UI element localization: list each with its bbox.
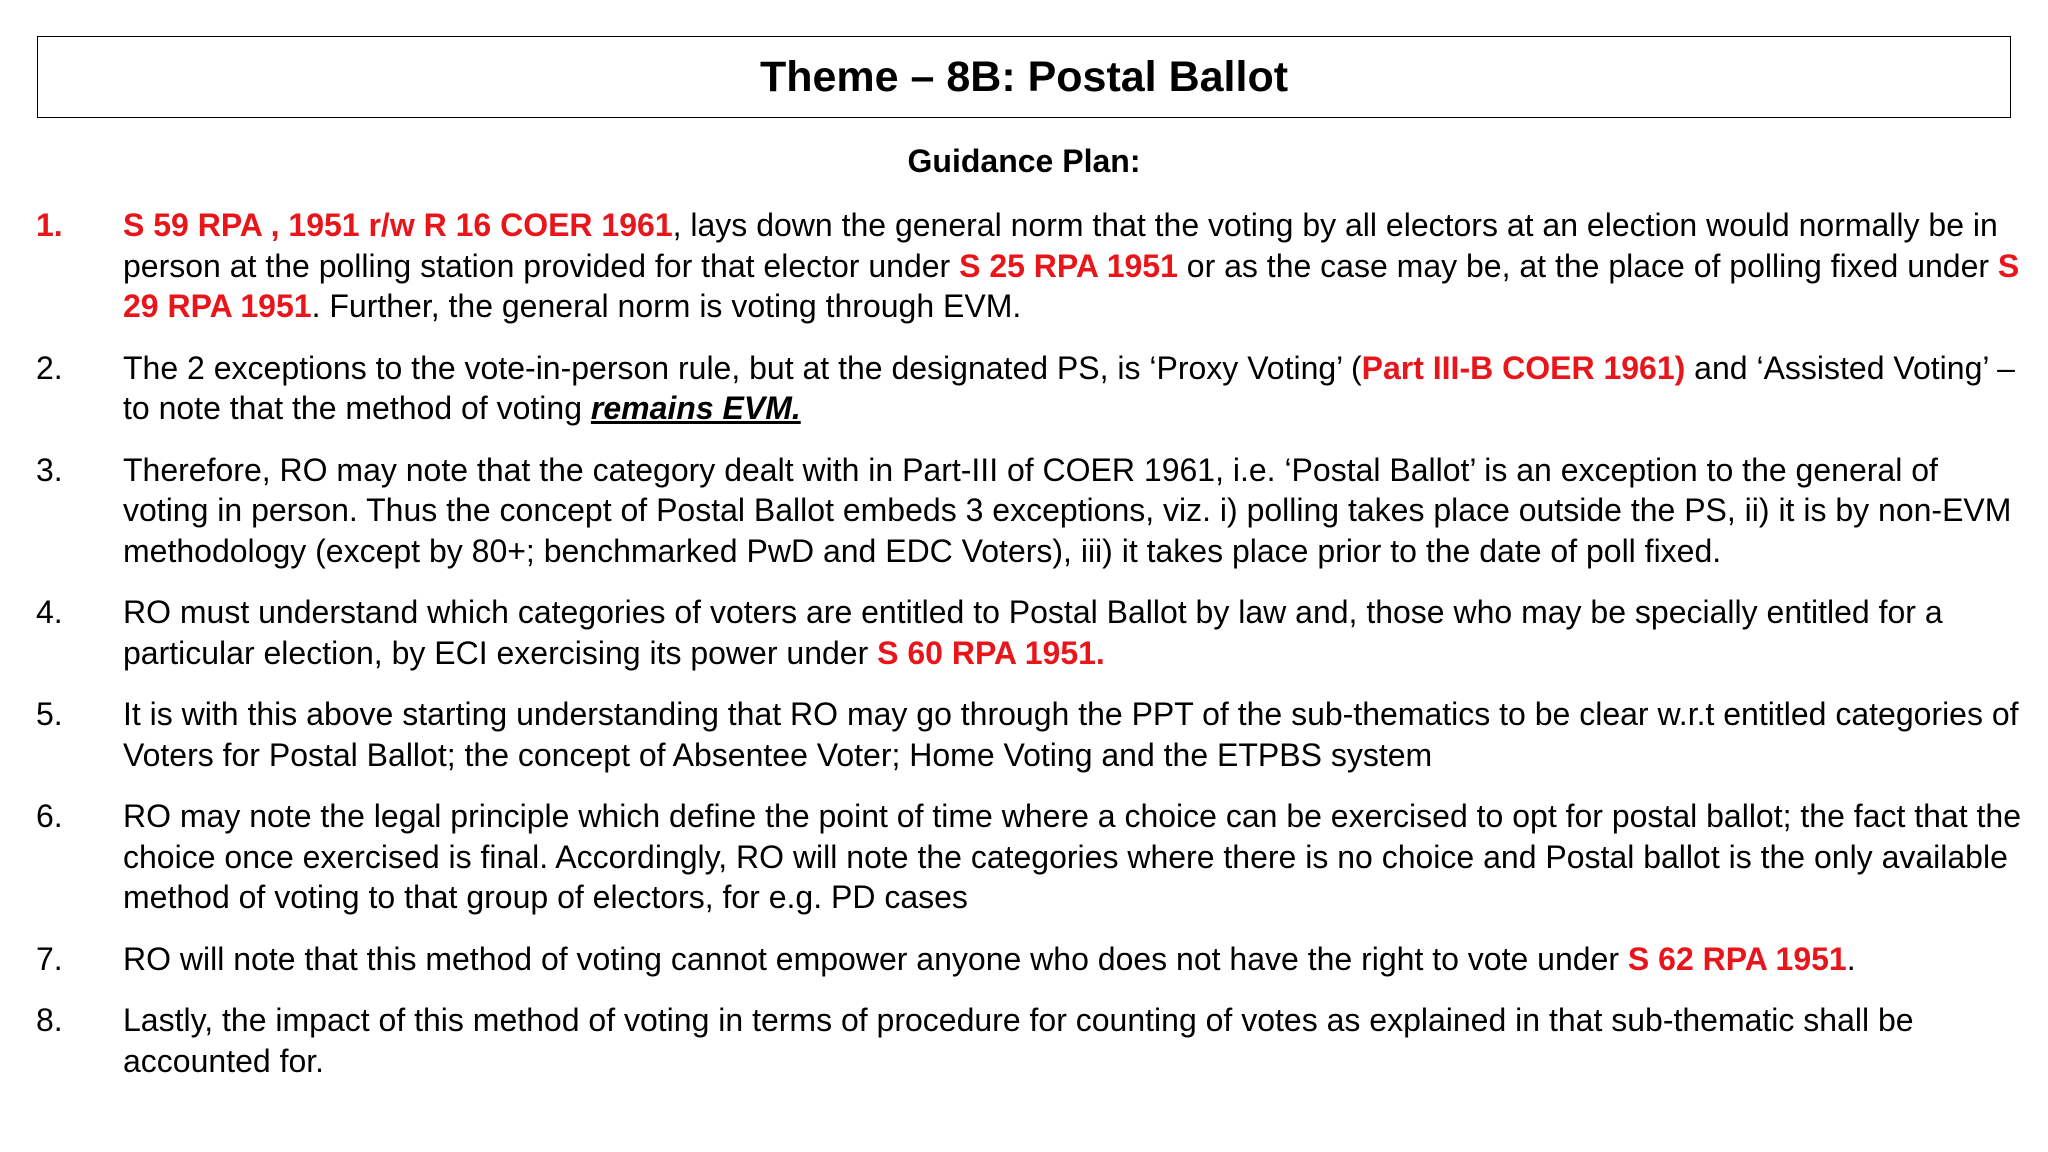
- list-item-4: [36, 592, 2026, 673]
- guidance-list: [36, 205, 2026, 1102]
- page-title: Theme – 8B: Postal Ballot: [759, 52, 1289, 101]
- item-text: RO will note that this method of voting cannot empower anyone who does not have the right to vote under: [123, 940, 1628, 977]
- list-item-2: [36, 348, 2026, 429]
- legal-reference: S 62 RPA 1951: [1627, 940, 1847, 977]
- item-number: 5.: [36, 696, 63, 732]
- item-text: and ‘Assisted Voting’ – to note that the method of voting: [123, 349, 2015, 426]
- item-text: , lays down the general norm that the voting by all electors at an election would normally be in person at the polling station provided for that elector under: [123, 207, 1998, 284]
- legal-reference: Part III-B COER 1961): [1361, 349, 1686, 386]
- item-number: 7.: [36, 940, 63, 977]
- item-number: 1.: [36, 207, 63, 243]
- legal-reference: S 60 RPA 1951.: [877, 634, 1105, 671]
- item-number: 4.: [36, 594, 63, 630]
- item-text: Therefore, RO may note that the category dealt with in Part-III of COER 1961, i.e. ‘Postal Ballot’ is an exception to the general of voting in person. Thus the concept of Postal Ballot embeds 3 exceptions, viz. i) polling takes place outside the PS, ii) it is by non-EVM methodology (except by 80+; benchmarked PwD and EDC Voters), iii) it takes place prior to the date of poll fixed.: [123, 451, 2012, 569]
- list-item-8: [36, 1000, 2026, 1081]
- item-text: RO must understand which categories of voters are entitled to Postal Ballot by law and, those who may be specially entitled for a particular election, by ECI exercising its power under: [123, 594, 1943, 671]
- guidance-plan-heading: Guidance Plan:: [907, 143, 1141, 179]
- legal-reference: S 25 RPA 1951: [959, 247, 1178, 284]
- list-item-1: [36, 205, 2026, 327]
- item-number: 2.: [36, 349, 63, 386]
- item-text: .: [1846, 940, 1856, 977]
- title-box: [37, 36, 2011, 118]
- list-item-3: [36, 450, 2026, 572]
- list-item-6: [36, 796, 2026, 918]
- item-text: The 2 exceptions to the vote-in-person rule, but at the designated PS, is ‘Proxy Voting’ (: [123, 349, 1362, 386]
- legal-reference: S 29 RPA 1951: [123, 247, 2020, 324]
- item-number: 8.: [36, 1002, 63, 1038]
- emphasis-text: remains EVM.: [590, 390, 801, 426]
- list-item-7: [36, 939, 2026, 980]
- item-text: Lastly, the impact of this method of voting in terms of procedure for counting of votes as explained in that sub-thematic shall be accounted for.: [123, 1002, 1914, 1079]
- item-text: RO may note the legal principle which define the point of time where a choice can be exercised to opt for postal ballot; the fact that the choice once exercised is final. Accordingly, RO will note the categories where there is no choice and Postal ballot is the only available method of voting to that group of electors, for e.g. PD cases: [123, 798, 2021, 915]
- item-number: 6.: [36, 798, 63, 834]
- item-text: or as the case may be, at the place of polling fixed under: [1177, 247, 1998, 284]
- item-number: 3.: [36, 451, 63, 488]
- item-text: It is with this above starting understanding that RO may go through the PPT of the sub-thematics to be clear w.r.t entitled categories of Voters for Postal Ballot; the concept of Absentee Voter; Home Voting and the ETPBS system: [123, 696, 2019, 773]
- list-item-5: [36, 694, 2026, 775]
- legal-reference: S 59 RPA , 1951 r/w R 16 COER 1961: [123, 207, 673, 243]
- item-text: . Further, the general norm is voting through EVM.: [311, 288, 1022, 324]
